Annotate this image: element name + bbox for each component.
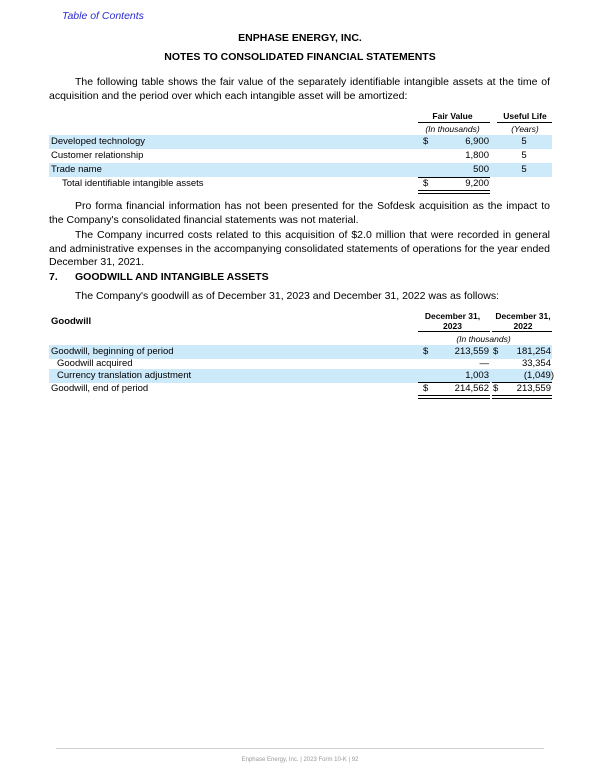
value-2022: 213,559 xyxy=(516,383,551,394)
header-rule xyxy=(418,331,490,332)
intro-paragraph xyxy=(49,76,550,103)
col-sub-fair-value: (In thousands) xyxy=(425,124,480,134)
dollar-sign: $ xyxy=(493,383,499,394)
total-double-rule xyxy=(418,190,490,194)
table-row xyxy=(49,163,552,177)
header-rule xyxy=(418,122,490,123)
section-title: GOODWILL AND INTANGIBLE ASSETS xyxy=(75,271,269,283)
fair-value: 500 xyxy=(473,164,489,175)
col-header-2023-line1: December 31, xyxy=(424,311,481,321)
row-label: Total identifiable intangible assets xyxy=(62,178,204,189)
value-2023: — xyxy=(479,358,489,369)
header-rule xyxy=(492,331,552,332)
col-header-fair-value: Fair Value xyxy=(432,111,473,121)
total-double-rule xyxy=(418,395,490,399)
row-label: Trade name xyxy=(51,164,102,175)
useful-life: 5 xyxy=(521,164,527,175)
col-header-2022-line2: 2022 xyxy=(513,321,533,331)
proforma-paragraph xyxy=(49,200,550,227)
value-2023: 214,562 xyxy=(454,383,489,394)
row-label: Developed technology xyxy=(51,136,146,147)
proforma-paragraph-text: Pro forma financial information has not been presented for the Sofdesk acquisition as the impact to the Company's consolidated financial statements was not material. xyxy=(49,200,550,226)
row-label: Goodwill, beginning of period xyxy=(51,346,174,357)
section-number: 7. xyxy=(49,271,58,283)
value-2022: 181,254 xyxy=(516,346,551,357)
value-2022: (1,049) xyxy=(523,370,554,381)
goodwill-table-title: Goodwill xyxy=(51,316,92,327)
col-header-2022 xyxy=(488,311,558,331)
col-header-2023-line2: 2023 xyxy=(443,321,462,331)
col-header-useful-life: Useful Life xyxy=(503,111,547,121)
goodwill-intro: The Company's goodwill as of December 31, 2023 and December 31, 2022 was as follows: xyxy=(75,290,499,302)
table-row xyxy=(49,149,552,163)
section-heading xyxy=(49,271,269,283)
table-row xyxy=(49,135,552,149)
col-header-2023 xyxy=(415,311,490,331)
table-row-total xyxy=(49,177,552,191)
total-double-rule xyxy=(492,395,552,399)
value-2023: 1,003 xyxy=(465,370,489,381)
useful-life: 5 xyxy=(521,136,527,147)
page-footer: Enphase Energy, Inc. | 2023 Form 10-K | 92 xyxy=(241,757,359,763)
fair-value: 6,900 xyxy=(465,136,489,147)
table-row-total xyxy=(49,382,552,396)
footer-divider xyxy=(56,748,544,749)
col-sub-useful-life: (Years) xyxy=(511,124,539,134)
company-name: ENPHASE ENERGY, INC. xyxy=(238,32,362,44)
header-rule xyxy=(497,122,552,123)
row-label: Customer relationship xyxy=(51,150,144,161)
units-label: (In thousands) xyxy=(456,334,511,344)
value-2022: 33,354 xyxy=(521,358,551,369)
col-header-2022-line1: December 31, xyxy=(495,311,551,321)
dollar-sign: $ xyxy=(493,346,499,357)
fair-value: 1,800 xyxy=(465,150,489,161)
dollar-sign: $ xyxy=(423,346,429,357)
costs-paragraph-text: The Company incurred costs related to this acquisition of $2.0 million that were recorded in general and administrative expenses in the accompanying consolidated statements of operations for the year ended December 31, 2021. xyxy=(49,229,550,268)
costs-paragraph xyxy=(49,229,550,270)
dollar-sign: $ xyxy=(423,178,429,189)
table-of-contents-link[interactable]: Table of Contents xyxy=(62,10,144,22)
fair-value-total: 9,200 xyxy=(465,178,489,189)
row-label: Goodwill, end of period xyxy=(51,383,149,394)
value-2023: 213,559 xyxy=(454,346,489,357)
row-label: Currency translation adjustment xyxy=(57,370,192,381)
table-row xyxy=(49,369,552,383)
intro-paragraph-text: The following table shows the fair value of the separately identifiable intangible assets at the time of acquisition and the period over which each intangible asset will be amortized: xyxy=(49,76,550,102)
page-subtitle: NOTES TO CONSOLIDATED FINANCIAL STATEMENTS xyxy=(164,51,436,63)
dollar-sign: $ xyxy=(423,383,429,394)
useful-life: 5 xyxy=(521,150,527,161)
row-label: Goodwill acquired xyxy=(57,358,133,369)
dollar-sign: $ xyxy=(423,136,429,147)
